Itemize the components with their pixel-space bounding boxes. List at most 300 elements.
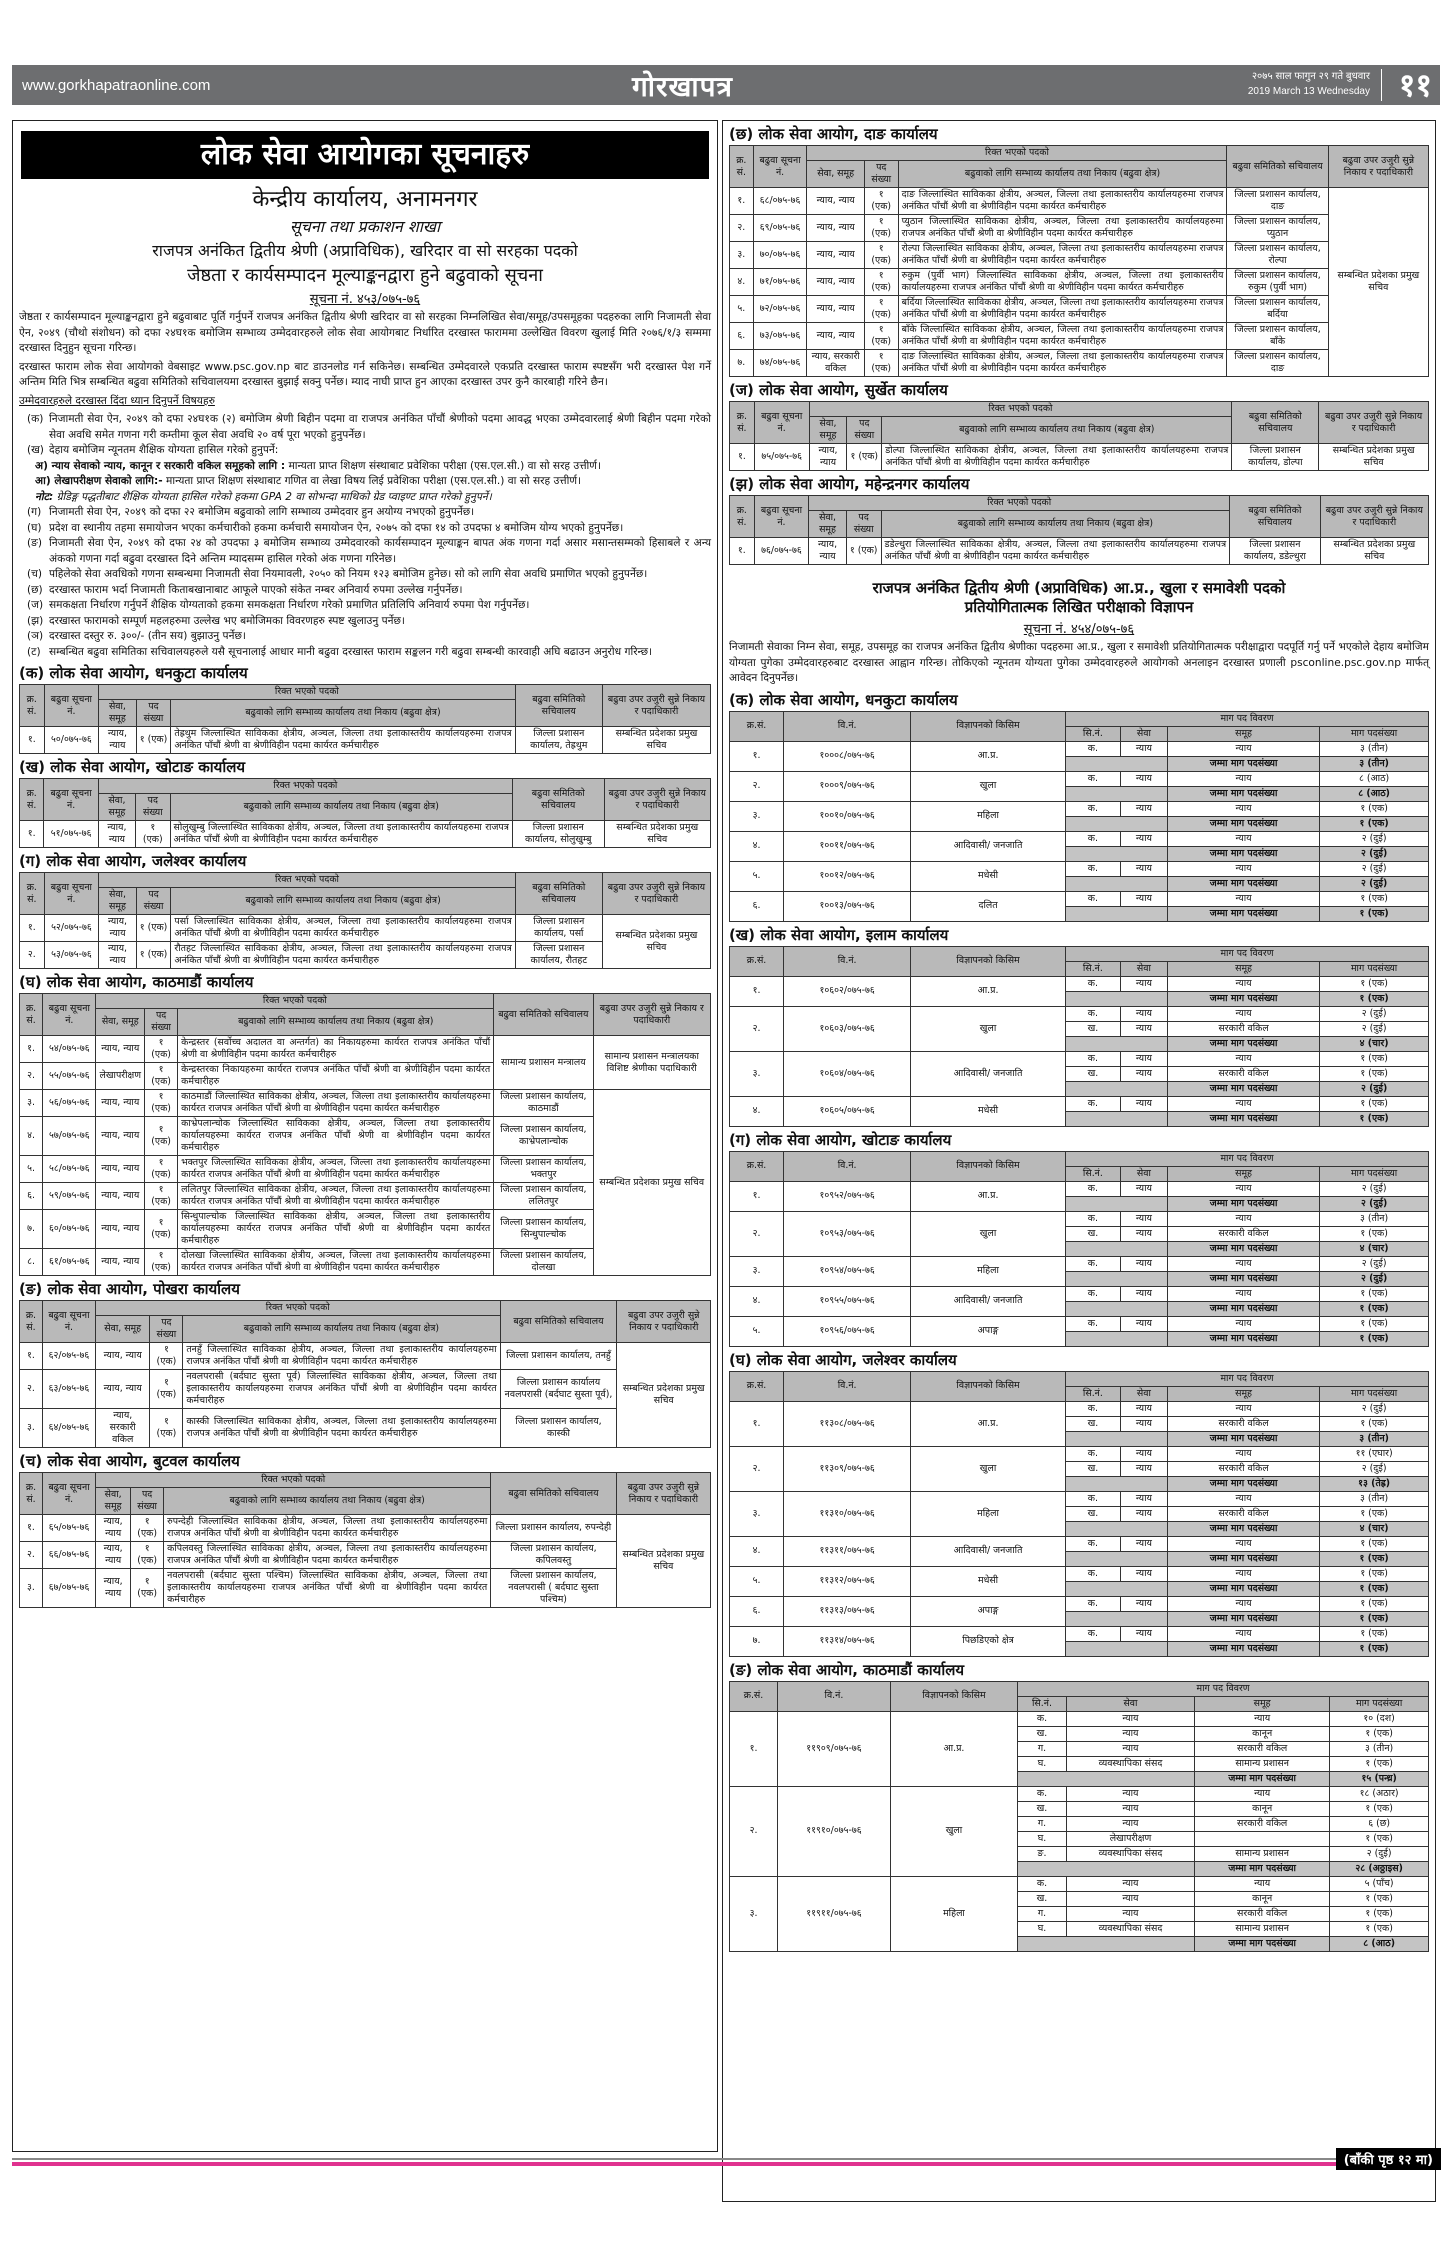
table-row bbox=[730, 1626, 1429, 1641]
group-header: माग पद विवरण bbox=[1065, 1151, 1428, 1166]
ad-number-cell: १००१२/०७५-७६ bbox=[784, 861, 911, 891]
service-cell: न्याय bbox=[1120, 1416, 1167, 1431]
secretariat-cell: जिल्ला प्रशासन कार्यालय, तनहुँ bbox=[500, 1343, 617, 1370]
group-cell: कानून bbox=[1195, 1726, 1330, 1741]
secretariat-cell: जिल्ला प्रशासन कार्यालय, डडेल्धुरा bbox=[1230, 538, 1321, 565]
service-cell: न्याय bbox=[1120, 1536, 1167, 1551]
ad-type-cell: खुला bbox=[911, 1211, 1066, 1256]
column-header: बढुवा उपर उजुरी सुन्ने निकाय र पदाधिकारी bbox=[593, 994, 710, 1036]
list-text: दरखास्त दस्तुर रु. ३००/- (तीन सय) बुझाउनु पर्नेछ। bbox=[49, 630, 246, 642]
table-row bbox=[730, 215, 1429, 242]
total-spacer bbox=[1065, 1581, 1167, 1596]
total-label: जम्मा माग पदसंख्या bbox=[1167, 1431, 1319, 1446]
total-label: जम्मा माग पदसंख्या bbox=[1167, 1241, 1319, 1256]
exam-table bbox=[729, 1681, 1429, 1952]
list-marker: (ज) bbox=[27, 599, 44, 611]
group-cell: न्याय bbox=[1167, 1626, 1319, 1641]
column-header: बढुवा समितिको सचिवालय bbox=[515, 685, 602, 727]
complaint-cell: सम्बन्धित प्रदेशका प्रमुख सचिव bbox=[616, 1515, 710, 1608]
total-label: जम्मा माग पदसंख्या bbox=[1195, 1861, 1330, 1876]
column-header: सेवा bbox=[1120, 1386, 1167, 1401]
demand-count-cell: २ (दुई) bbox=[1320, 1256, 1429, 1271]
column-header: बढुवाको लागि सम्भाव्य कार्यालय तथा निकाय (बढुवा क्षेत्र) bbox=[183, 1316, 500, 1343]
column-header: पद संख्या bbox=[131, 1488, 164, 1515]
column-header: बढुवाको लागि सम्भाव्य कार्यालय तथा निकाय (बढुवा क्षेत्र) bbox=[178, 1009, 494, 1036]
promotion-area-cell: कास्की जिल्लास्थित साविकका क्षेत्रीय, अञ्चल, जिल्ला तथा इलाकास्तरीय कार्यालयहरुमा राजपत्र अनंकित पाँचौं श्रेणी वा श्रेणीविहीन पदमा कार्यरत कर्मचारीहरु bbox=[183, 1409, 500, 1448]
ad-number-cell: १०९५५/०७५-७६ bbox=[784, 1286, 911, 1316]
posts-cell: १ (एक) bbox=[864, 269, 898, 296]
list-marker: (ञ) bbox=[27, 630, 44, 642]
notice-number-cell: ६७/०७५-७६ bbox=[42, 1569, 95, 1608]
total-value: १५ (पन्ध्र) bbox=[1330, 1771, 1429, 1786]
total-spacer bbox=[1018, 1936, 1195, 1951]
ad-number-cell: ११३११/०७५-७६ bbox=[784, 1536, 911, 1566]
complaint-cell: सम्बन्धित प्रदेशका प्रमुख सचिव bbox=[617, 1343, 711, 1448]
ad-type-cell: आदिवासी/ जनजाति bbox=[911, 1286, 1066, 1316]
secretariat-cell: जिल्ला प्रशासन कार्यालय नवलपरासी (बर्दघाट सुस्ता पूर्व), bbox=[500, 1370, 617, 1409]
column-header: क्र.सं. bbox=[730, 711, 784, 741]
section-heading: (क) लोक सेवा आयोग, धनकुटा कार्यालय bbox=[19, 664, 248, 682]
group-cell: सामान्य प्रशासन bbox=[1195, 1921, 1330, 1936]
demand-count-cell: ३ (तीन) bbox=[1320, 741, 1429, 756]
total-spacer bbox=[1065, 1331, 1167, 1346]
column-header: बढुवाको लागि सम्भाव्य कार्यालय तथा निकाय (बढुवा क्षेत्र) bbox=[898, 161, 1227, 188]
column-header: क्र.सं. bbox=[730, 1681, 778, 1711]
posts-cell: १ (एक) bbox=[136, 821, 170, 848]
column-header: बढुवाको लागि सम्भाव्य कार्यालय तथा निकाय (बढुवा क्षेत्र) bbox=[171, 888, 515, 915]
column-header: बढुवा सूचना नं. bbox=[754, 496, 809, 538]
ad-number-cell: १०००८/०७५-७६ bbox=[784, 741, 911, 771]
demand-count-cell: २ (दुई) bbox=[1320, 831, 1429, 846]
service-cell: न्याय, न्याय bbox=[96, 1515, 131, 1542]
serial-cell: ३. bbox=[730, 1256, 784, 1286]
serial-cell: १. bbox=[730, 976, 784, 1006]
secretariat-cell: जिल्ला प्रशासन कार्यालय, रुकुम (पुर्वी भाग) bbox=[1227, 269, 1328, 296]
table-row bbox=[730, 891, 1429, 906]
points-list bbox=[27, 412, 711, 459]
total-spacer bbox=[1065, 1611, 1167, 1626]
column-header: सेवा, समूह bbox=[807, 161, 864, 188]
secretariat-cell: जिल्ला प्रशासन कार्यालय, सोलुखुम्बु bbox=[512, 821, 604, 848]
demand-count-cell: २ (दुई) bbox=[1320, 861, 1429, 876]
group-cell: न्याय bbox=[1167, 1211, 1319, 1226]
service-cell: न्याय, न्याय bbox=[96, 1090, 145, 1117]
list-item bbox=[27, 583, 711, 599]
posts-cell: १ (एक) bbox=[864, 188, 898, 215]
left-column bbox=[12, 120, 718, 2152]
date-nepali: २०७५ साल फागुन २९ गते बुधवार bbox=[1251, 71, 1370, 82]
column-header: सेवा, समूह bbox=[98, 794, 135, 821]
demand-count-cell: १ (एक) bbox=[1320, 1286, 1429, 1301]
notice-number-cell: ६६/०७५-७६ bbox=[42, 1542, 95, 1569]
notice-number-cell: ७१/०७५-७६ bbox=[753, 269, 807, 296]
header-row bbox=[20, 873, 711, 888]
list-text: समकक्षता निर्धारण गर्नुपर्ने शैक्षिक योग्यताको हकमा समकक्षता निर्धारण गरेको प्रमाणित प्रतिलिपि अनिवार्य रुपमा पेश गर्नुपर्नेछ। bbox=[49, 599, 530, 611]
service-cell: न्याय bbox=[1120, 861, 1167, 876]
group-cell: सरकारी वकिल bbox=[1195, 1741, 1330, 1756]
column-header: समूह bbox=[1167, 726, 1319, 741]
service-cell: न्याय, न्याय bbox=[807, 296, 864, 323]
table-row bbox=[730, 1536, 1429, 1551]
list-item bbox=[27, 598, 711, 614]
column-header: समूह bbox=[1167, 1166, 1319, 1181]
service-cell: न्याय bbox=[1120, 1401, 1167, 1416]
table-row bbox=[20, 1090, 711, 1117]
demand-count-cell: २ (दुई) bbox=[1330, 1846, 1429, 1861]
table-row bbox=[20, 1569, 711, 1608]
total-label: जम्मा माग पदसंख्या bbox=[1167, 1611, 1319, 1626]
promotion-area-cell: सिन्धुपाल्चोक जिल्लास्थित साविकका क्षेत्रीय, अञ्चल, जिल्ला तथा इलाकास्तरीय कार्यालयहरुमा कार्यरत राजपत्र अनंकित पाँचौं श्रेणी वा श्रेणीविहीन पदमा कार्यरत कर्मचारीहरु bbox=[178, 1210, 494, 1249]
notice-number-cell: ६४/०७५-७६ bbox=[42, 1409, 95, 1448]
notice-number: सूचना नं. ४५३/०७५-७६ bbox=[309, 292, 421, 307]
serial-cell: ७. bbox=[730, 1626, 784, 1656]
line-serial-cell: घ. bbox=[1018, 1921, 1067, 1936]
column-header: वि.नं. bbox=[784, 1151, 911, 1181]
sub-point-a-label: अ) न्याय सेवाको न्याय, कानून र सरकारी वकिल समूहको लागि : bbox=[35, 459, 286, 472]
promotion-area-cell: केन्द्रस्तर (सर्वोच्च अदालत वा अन्तर्गत) का निकायहरुमा कार्यरत राजपत्र अनंकित पाँचौं श्रेणी वा श्रेणीविहीन पदमा कार्यरत कर्मचारीहरु bbox=[178, 1036, 494, 1063]
service-cell: न्याय bbox=[1120, 1286, 1167, 1301]
ad-type-cell: महिला bbox=[890, 1876, 1017, 1951]
gpa-note-label: नोट: bbox=[35, 490, 54, 503]
service-cell: न्याय, न्याय bbox=[96, 1542, 131, 1569]
notice-number-cell: ७०/०७५-७६ bbox=[753, 242, 807, 269]
promotion-area-cell: ललितपुर जिल्लास्थित साविकका क्षेत्रीय, अञ्चल, जिल्ला तथा इलाकास्तरीय कार्यालयहरुमा कार्यरत राजपत्र अनंकित पाँचौं श्रेणी वा श्रेणीविहीन पदमा कार्यरत कर्मचारीहरु bbox=[178, 1183, 494, 1210]
line-serial-cell: घ. bbox=[1018, 1831, 1067, 1846]
total-value: १ (एक) bbox=[1320, 1551, 1429, 1566]
service-cell: न्याय, न्याय bbox=[807, 188, 864, 215]
secretariat-cell: जिल्ला प्रशासन कार्यालय, बर्दिया bbox=[1227, 296, 1328, 323]
website-url[interactable]: www.gorkhapatraonline.com bbox=[22, 77, 211, 94]
service-cell: न्याय, न्याय bbox=[98, 821, 135, 848]
demand-count-cell: ६ (छ) bbox=[1330, 1816, 1429, 1831]
serial-cell: ५. bbox=[20, 1156, 43, 1183]
ad-type-cell: दलित bbox=[911, 891, 1066, 921]
column-header: विज्ञापनको किसिम bbox=[890, 1681, 1017, 1711]
total-label: जम्मा माग पदसंख्या bbox=[1167, 1581, 1319, 1596]
posts-cell: १ (एक) bbox=[136, 727, 171, 754]
demand-count-cell: २ (दुई) bbox=[1320, 1401, 1429, 1416]
total-value: १ (एक) bbox=[1320, 991, 1429, 1006]
ad-number-cell: १०६०५/०७५-७६ bbox=[784, 1096, 911, 1126]
service-cell: न्याय bbox=[1120, 831, 1167, 846]
column-header: पद संख्या bbox=[150, 1316, 183, 1343]
column-header: माग पदसंख्या bbox=[1320, 1386, 1429, 1401]
total-spacer bbox=[1065, 906, 1167, 921]
column-header: वि.नं. bbox=[784, 1371, 911, 1401]
list-item bbox=[27, 614, 711, 630]
column-header: सेवा bbox=[1120, 1166, 1167, 1181]
service-cell: न्याय, न्याय bbox=[99, 942, 137, 969]
total-value: १ (एक) bbox=[1320, 1301, 1429, 1316]
serial-cell: ८. bbox=[20, 1249, 43, 1276]
serial-cell: ६. bbox=[20, 1183, 43, 1210]
service-cell: न्याय bbox=[1066, 1786, 1194, 1801]
total-label: जम्मा माग पदसंख्या bbox=[1195, 1936, 1330, 1951]
table-row bbox=[730, 1051, 1429, 1066]
complaint-cell: सम्बन्धित प्रदेशका प्रमुख सचिव bbox=[1320, 538, 1428, 565]
group-header: रिक्त भएको पदको bbox=[99, 873, 516, 888]
column-header: क्र.सं. bbox=[730, 946, 784, 976]
complaint-cell: सामान्य प्रशासन मन्त्रालयका विशिष्ट श्रेणीका पदाधिकारी bbox=[593, 1036, 710, 1090]
notice-number-cell: ५६/०७५-७६ bbox=[43, 1090, 96, 1117]
line-serial-cell: क. bbox=[1065, 771, 1120, 786]
ad-type-cell: खुला bbox=[911, 771, 1066, 801]
service-cell: न्याय bbox=[1120, 1051, 1167, 1066]
section-heading: (च) लोक सेवा आयोग, बुटवल कार्यालय bbox=[19, 1452, 240, 1470]
group-cell: न्याय bbox=[1167, 771, 1319, 786]
column-header: सेवा bbox=[1120, 961, 1167, 976]
group-cell: न्याय bbox=[1167, 1446, 1319, 1461]
complaint-cell: सम्बन्धित प्रदेशका प्रमुख सचिव bbox=[593, 1090, 710, 1276]
demand-count-cell: ३ (तीन) bbox=[1330, 1741, 1429, 1756]
total-spacer bbox=[1065, 1271, 1167, 1286]
service-cell: न्याय, न्याय bbox=[99, 915, 137, 942]
ad-type-cell: अपाङ्ग bbox=[911, 1596, 1066, 1626]
column-header: बढुवा समितिको सचिवालय bbox=[491, 1473, 616, 1515]
service-cell: न्याय, सरकारी वकिल bbox=[95, 1409, 150, 1448]
total-label: जम्मा माग पदसंख्या bbox=[1167, 1036, 1319, 1051]
group-header: रिक्त भएको पदको bbox=[807, 146, 1227, 161]
table-row bbox=[730, 296, 1429, 323]
group-cell: सरकारी वकिल bbox=[1195, 1816, 1330, 1831]
table-row bbox=[730, 323, 1429, 350]
line-serial-cell: क. bbox=[1018, 1786, 1067, 1801]
sub-point-a-text: मान्यता प्राप्त शिक्षण संस्थाबाट प्रवेशिका परीक्षा (एस.एल.सी.) वा सो सरह उत्तीर्ण। bbox=[288, 459, 601, 472]
demand-count-cell: १ (एक) bbox=[1320, 1566, 1429, 1581]
posts-cell: १ (एक) bbox=[864, 215, 898, 242]
list-marker: (ट) bbox=[27, 645, 41, 658]
serial-cell: ४. bbox=[730, 831, 784, 861]
notice-number-cell: ६३/०७५-७६ bbox=[42, 1370, 95, 1409]
service-cell: न्याय, न्याय bbox=[99, 727, 136, 754]
service-cell: न्याय, न्याय bbox=[809, 538, 847, 565]
column-header: बढुवा सूचना नं. bbox=[44, 873, 99, 915]
column-header: सि.नं. bbox=[1065, 726, 1120, 741]
posts-cell: १ (एक) bbox=[145, 1183, 178, 1210]
list-marker: (च) bbox=[27, 568, 42, 580]
promotion-area-cell: काठमाडौं जिल्लास्थित साविकका क्षेत्रीय, अञ्चल, जिल्ला तथा इलाकास्तरीय कार्यालयहरुमा कार्यरत राजपत्र अनंकित पाँचौं श्रेणी वा श्रेणीविहीन पदमा कार्यरत कर्मचारीहरु bbox=[178, 1090, 494, 1117]
column-header: सेवा bbox=[1120, 726, 1167, 741]
serial-cell: ७. bbox=[730, 350, 754, 377]
column-header: बढुवाको लागि सम्भाव्य कार्यालय तथा निकाय (बढुवा क्षेत्र) bbox=[171, 700, 515, 727]
line-serial-cell: क. bbox=[1018, 1711, 1067, 1726]
column-header: समूह bbox=[1195, 1696, 1330, 1711]
line-serial-cell: ग. bbox=[1018, 1816, 1067, 1831]
column-header: बढुवाको लागि सम्भाव्य कार्यालय तथा निकाय (बढुवा क्षेत्र) bbox=[164, 1488, 491, 1515]
exam-table bbox=[729, 1371, 1429, 1657]
line-serial-cell: क. bbox=[1065, 741, 1120, 756]
notice-title-2: जेष्ठता र कार्यसम्पादन मूल्याङ्कनद्वारा हुने बढुवाको सूचना bbox=[187, 265, 543, 286]
secretariat-cell: जिल्ला प्रशासन कार्यालय, काठमाडौं bbox=[494, 1090, 593, 1117]
service-cell: न्याय, न्याय bbox=[96, 1036, 145, 1063]
serial-cell: ६. bbox=[730, 891, 784, 921]
ad-number-cell: ११९१०/०७५-७६ bbox=[778, 1786, 891, 1876]
table-row bbox=[730, 1006, 1429, 1021]
table-row bbox=[730, 269, 1429, 296]
service-cell: न्याय bbox=[1066, 1741, 1194, 1756]
header-row bbox=[730, 1681, 1429, 1696]
secretariat-cell: जिल्ला प्रशासन कार्यालय, दोलखा bbox=[494, 1249, 593, 1276]
group-header: माग पद विवरण bbox=[1065, 1371, 1428, 1386]
group-header: रिक्त भएको पदको bbox=[96, 1473, 491, 1488]
total-value: १ (एक) bbox=[1320, 816, 1429, 831]
serial-cell: ६. bbox=[730, 1596, 784, 1626]
promotion-area-cell: डडेल्धुरा जिल्लास्थित साविकका क्षेत्रीय, अञ्चल, जिल्ला तथा इलाकास्तरीय कार्यालयहरुमा राजपत्र अनंकित पाँचौं श्रेणी वा श्रेणीविहीन पदमा कार्यरत कर्मचारीहरु bbox=[881, 538, 1230, 565]
complaint-cell: सम्बन्धित प्रदेशका प्रमुख सचिव bbox=[602, 727, 710, 754]
service-cell: व्यवस्थापिका संसद bbox=[1066, 1756, 1194, 1771]
column-header: सेवा, समूह bbox=[809, 417, 847, 444]
table-row bbox=[730, 188, 1429, 215]
promotion-area-cell: तनहुँ जिल्लास्थित साविकका क्षेत्रीय, अञ्चल, जिल्ला तथा इलाकास्तरीय कार्यालयहरुमा राजपत्र अनंकित पाँचौं श्रेणी वा श्रेणीविहीन पदमा कार्यरत कर्मचारीहरु bbox=[183, 1343, 500, 1370]
ad-number-cell: १०९५४/०७५-७६ bbox=[784, 1256, 911, 1286]
service-cell: न्याय bbox=[1066, 1801, 1194, 1816]
total-label: जम्मा माग पदसंख्या bbox=[1167, 1476, 1319, 1491]
promotion-table bbox=[729, 401, 1429, 471]
group-cell: न्याय bbox=[1167, 891, 1319, 906]
group-cell: न्याय bbox=[1167, 1181, 1319, 1196]
service-cell: न्याय bbox=[1120, 976, 1167, 991]
ad-number-cell: ११३१३/०७५-७६ bbox=[784, 1596, 911, 1626]
group-cell: न्याय bbox=[1167, 976, 1319, 991]
total-spacer bbox=[1065, 846, 1167, 861]
secretariat-cell: जिल्ला प्रशासन कार्यालय, ललितपुर bbox=[494, 1183, 593, 1210]
group-header: रिक्त भएको पदको bbox=[99, 685, 515, 700]
secretariat-cell: जिल्ला प्रशासन कार्यालय, कपिलवस्तु bbox=[491, 1542, 616, 1569]
column-header: माग पदसंख्या bbox=[1320, 1166, 1429, 1181]
total-spacer bbox=[1065, 1111, 1167, 1126]
list-text: निजामती सेवा ऐन, २०४९ को दफा २४घ१क (२) बमोजिम श्रेणी बिहीन पदमा वा राजपत्र अनंकित पाँचौं श्रेणीको पदमा आवद्ध भएका उम्मेदवारलाई श्रेणी बिहीन पदमा गरेको सेवा अवधि समेत गणना गरी कम्तीमा कूल सेवा अवधि २० वर्ष पूरा भएको हुनुपर्नेछ। bbox=[49, 413, 711, 441]
total-label: जम्मा माग पदसंख्या bbox=[1167, 1641, 1319, 1656]
total-label: जम्मा माग पदसंख्या bbox=[1167, 1081, 1319, 1096]
column-header: बढुवा उपर उजुरी सुन्ने निकाय र पदाधिकारी bbox=[602, 685, 710, 727]
secretariat-cell: जिल्ला प्रशासन कार्यालय, कास्की bbox=[500, 1409, 617, 1448]
demand-count-cell: १ (एक) bbox=[1320, 1066, 1429, 1081]
divider bbox=[1381, 69, 1382, 101]
service-cell: न्याय bbox=[1120, 1461, 1167, 1476]
total-label: जम्मा माग पदसंख्या bbox=[1167, 1196, 1319, 1211]
promotion-area-cell: बर्दिया जिल्लास्थित साविकका क्षेत्रीय, अञ्चल, जिल्ला तथा इलाकास्तरीय कार्यालयहरुमा राजपत्र अनंकित पाँचौं श्रेणी वा श्रेणीविहीन पदमा कार्यरत कर्मचारीहरु bbox=[898, 296, 1227, 323]
posts-cell: १ (एक) bbox=[150, 1343, 183, 1370]
notice-number-cell: ६२/०७५-७६ bbox=[42, 1343, 95, 1370]
total-spacer bbox=[1065, 1476, 1167, 1491]
service-cell: न्याय bbox=[1066, 1876, 1194, 1891]
total-label: जम्मा माग पदसंख्या bbox=[1167, 1271, 1319, 1286]
ad-type-cell: अपाङ्ग bbox=[911, 1316, 1066, 1346]
serial-cell: १. bbox=[730, 188, 754, 215]
section-heading: (ङ) लोक सेवा आयोग, काठमाडौं कार्यालय bbox=[729, 1660, 965, 1679]
ad-type-cell: मधेसी bbox=[911, 861, 1066, 891]
column-header: माग पदसंख्या bbox=[1320, 726, 1429, 741]
demand-count-cell: १ (एक) bbox=[1320, 1316, 1429, 1331]
sub-point-a bbox=[35, 459, 717, 475]
demand-count-cell: १ (एक) bbox=[1320, 1626, 1429, 1641]
serial-cell: २. bbox=[20, 1370, 43, 1409]
ad-number-cell: १०६०३/०७५-७६ bbox=[784, 1006, 911, 1051]
demand-count-cell: १ (एक) bbox=[1330, 1801, 1429, 1816]
secretariat-cell: जिल्ला प्रशासन कार्यालय, प्युठान bbox=[1227, 215, 1328, 242]
service-cell: न्याय bbox=[1120, 1096, 1167, 1111]
serial-cell: ५. bbox=[730, 1316, 784, 1346]
list-text: पहिलेको सेवा अवधिको गणना सम्बन्धमा निजामती सेवा नियमावली, २०५० को नियम १२३ बमोजिम हुनेछ। सो को लागि सेवा अवधि प्रमाणित भएको हुनुपर्नेछ। bbox=[49, 568, 648, 580]
column-header: बढुवा समितिको सचिवालय bbox=[1230, 496, 1321, 538]
list-item bbox=[27, 443, 711, 459]
group-header: माग पद विवरण bbox=[1018, 1681, 1429, 1696]
promotion-table bbox=[19, 1300, 711, 1448]
page-number: ११ bbox=[1398, 66, 1432, 104]
promotion-area-cell: दोलखा जिल्लास्थित साविकका क्षेत्रीय, अञ्चल, जिल्ला तथा इलाकास्तरीय कार्यालयहरुमा कार्यरत राजपत्र अनंकित पाँचौं श्रेणी वा श्रेणीविहीन पदमा कार्यरत कर्मचारीहरु bbox=[178, 1249, 494, 1276]
table-row bbox=[730, 1256, 1429, 1271]
service-cell: न्याय bbox=[1120, 1626, 1167, 1641]
service-cell: न्याय, न्याय bbox=[807, 215, 864, 242]
table-row bbox=[730, 1566, 1429, 1581]
line-serial-cell: ख. bbox=[1065, 1506, 1120, 1521]
line-serial-cell: क. bbox=[1065, 801, 1120, 816]
secretariat-cell: जिल्ला प्रशासन कार्यालय, दाङ bbox=[1227, 350, 1328, 377]
table-row bbox=[20, 1409, 711, 1448]
secretariat-cell: जिल्ला प्रशासन कार्यालय, नवलपरासी ( बर्दघाट सुस्ता पश्चिम) bbox=[491, 1569, 616, 1608]
promotion-area-cell: रोल्पा जिल्लास्थित साविकका क्षेत्रीय, अञ्चल, जिल्ला तथा इलाकास्तरीय कार्यालयहरुमा राजपत्र अनंकित पाँचौं श्रेणी वा श्रेणीविहीन पदमा कार्यरत कर्मचारीहरु bbox=[898, 242, 1227, 269]
promotion-area-cell: दाङ जिल्लास्थित साविकका क्षेत्रीय, अञ्चल, जिल्ला तथा इलाकास्तरीय कार्यालयहरुमा राजपत्र अनंकित पाँचौं श्रेणी वा श्रेणीविहीन पदमा कार्यरत कर्मचारीहरु bbox=[898, 188, 1227, 215]
demand-count-cell: ५ (पाँच) bbox=[1330, 1876, 1429, 1891]
list-marker: (छ) bbox=[27, 583, 43, 596]
line-serial-cell: क. bbox=[1018, 1876, 1067, 1891]
serial-cell: १. bbox=[20, 821, 44, 848]
group-cell: न्याय bbox=[1167, 1596, 1319, 1611]
service-cell: न्याय bbox=[1120, 1211, 1167, 1226]
ad-number-cell: १००११/०७५-७६ bbox=[784, 831, 911, 861]
service-cell: न्याय bbox=[1120, 1021, 1167, 1036]
column-header: सि.नं. bbox=[1018, 1696, 1067, 1711]
total-value: २ (दुई) bbox=[1320, 1196, 1429, 1211]
serial-cell: ३. bbox=[20, 1409, 43, 1448]
group-header: रिक्त भएको पदको bbox=[95, 1301, 500, 1316]
posts-cell: १ (एक) bbox=[864, 323, 898, 350]
line-serial-cell: क. bbox=[1065, 976, 1120, 991]
notice-number-cell: ५८/०७५-७६ bbox=[43, 1156, 96, 1183]
table-row bbox=[730, 861, 1429, 876]
issue-date bbox=[1248, 69, 1370, 99]
promotion-table bbox=[729, 495, 1429, 565]
line-serial-cell: ख. bbox=[1065, 1226, 1120, 1241]
service-cell: न्याय bbox=[1120, 1006, 1167, 1021]
table-row bbox=[20, 1515, 711, 1542]
service-cell: न्याय bbox=[1120, 801, 1167, 816]
demand-count-cell: १ (एक) bbox=[1320, 1596, 1429, 1611]
service-cell: न्याय bbox=[1120, 1066, 1167, 1081]
total-value: १ (एक) bbox=[1320, 1111, 1429, 1126]
service-cell: व्यवस्थापिका संसद bbox=[1066, 1921, 1194, 1936]
group-cell: न्याय bbox=[1167, 1566, 1319, 1581]
notice-banner: लोक सेवा आयोगका सूचनाहरु bbox=[21, 131, 709, 179]
column-header: बढुवा सूचना नं. bbox=[42, 1473, 95, 1515]
demand-count-cell: २ (दुई) bbox=[1320, 1461, 1429, 1476]
ad-number-cell: १०९५३/०७५-७६ bbox=[784, 1211, 911, 1256]
column-header: विज्ञापनको किसिम bbox=[911, 946, 1066, 976]
notice-number-cell: ७५/०७५-७६ bbox=[754, 444, 809, 471]
service-cell: न्याय, न्याय bbox=[807, 323, 864, 350]
promotion-table bbox=[19, 872, 711, 969]
column-header: समूह bbox=[1167, 961, 1319, 976]
column-header: क्र. सं. bbox=[730, 402, 755, 444]
demand-count-cell: १ (एक) bbox=[1320, 1416, 1429, 1431]
group-header: रिक्त भएको पदको bbox=[809, 496, 1230, 511]
total-spacer bbox=[1065, 1521, 1167, 1536]
gpa-note bbox=[35, 490, 717, 506]
ad-number-cell: १०००९/०७५-७६ bbox=[784, 771, 911, 801]
table-row bbox=[730, 1446, 1429, 1461]
group-cell: न्याय bbox=[1167, 1256, 1319, 1271]
serial-cell: १. bbox=[20, 1515, 43, 1542]
